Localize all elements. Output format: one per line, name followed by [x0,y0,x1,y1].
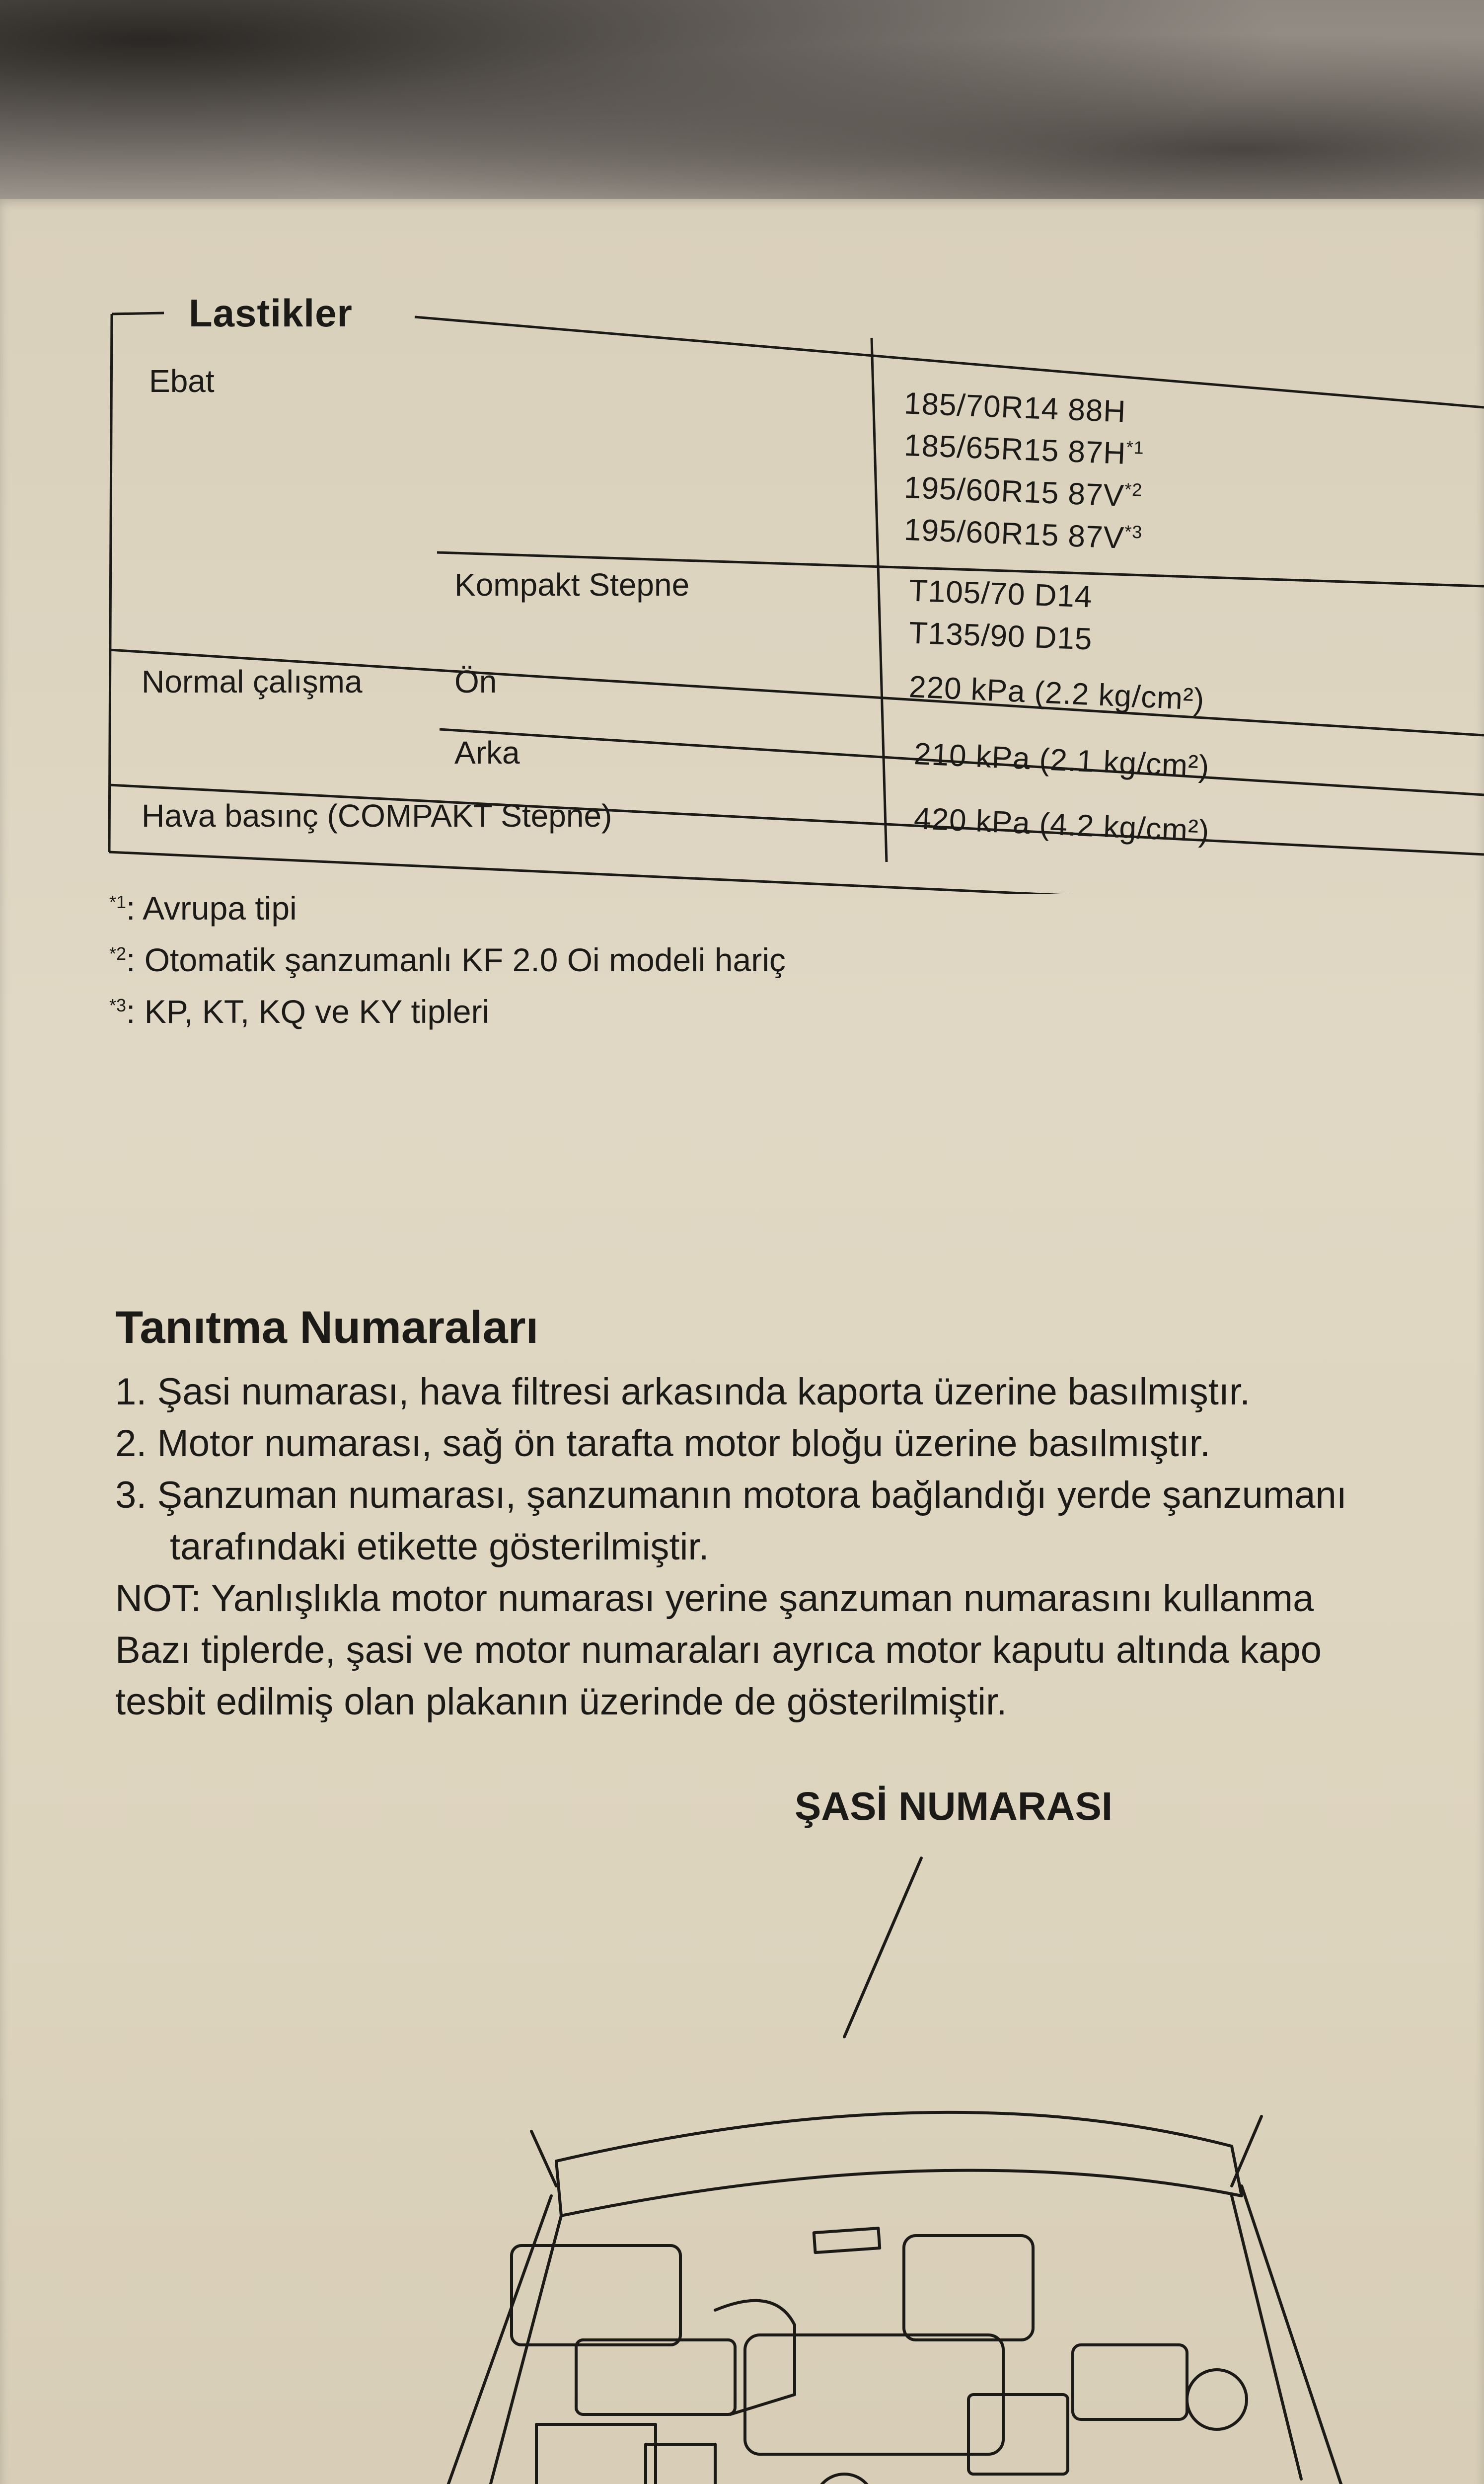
compact-pressure-label: Hava basınç (COMPAKT Stepne) [142,798,612,834]
identification-item-3: 3. Şanzuman numarası, şanzumanın motora bağlandığı yerde şanzumanı [115,1474,1347,1516]
footnotes [109,879,786,1034]
footnote-1: $^{*1}$: Avrupa tipi [109,890,297,927]
chassis-number-label: ŞASİ NUMARASI [795,1784,1113,1828]
note-line-2: Bazı tiplerde, şasi ve motor numaraları ayrıca motor kaputu altında kapo [115,1629,1322,1671]
identification-item-2: 2. Motor numarası, sağ ön tarafta motor bloğu üzerine basılmıştır. [115,1422,1211,1465]
front-pressure: 220 kPa (2.2 kg/cm²) [908,670,1205,717]
compact-spare-size-2: T135/90 D15 [908,616,1093,657]
engine-bay-illustration [0,1838,1484,2484]
compact-spare-label: Kompakt Stepne [454,567,690,603]
tyre-size-3: 195/60R15 $87V^{*2}$ [903,470,1143,513]
tyre-size-2: 185/65R15 $87H^{*1}$ [903,428,1145,471]
front-label: Ön [454,664,497,699]
compact-spare-size-1: T105/70 D14 [908,573,1093,615]
rear-pressure: 210 kPa (2.1 kg/cm²) [913,737,1210,784]
identification-list [115,1366,1484,1728]
tyre-size-1: 185/70R14 88H [903,386,1127,429]
manual-page [0,199,1484,2484]
note-line-1: NOT: Yanlışlıkla motor numarası yerine şanzuman numarasını kullanma [115,1577,1314,1620]
identification-title: Tanıtma Numaraları [115,1302,539,1353]
size-label: Ebat [149,363,215,399]
identification-item-1: 1. Şasi numarası, hava filtresi arkasında kaporta üzerine basılmıştır. [115,1371,1251,1413]
rear-label: Arka [454,735,520,771]
footnote-2: $^{*2}$: Otomatik şanzumanlı KF 2.0 Oi modeli hariç [109,941,786,978]
note-line-3: tesbit edilmiş olan plakanın üzerinde de gösterilmiştir. [115,1681,1007,1723]
normal-operation-label: Normal çalışma [142,664,363,699]
footnote-3: $^{*3}$: KP, KT, KQ ve KY tipleri [109,993,490,1030]
identification-item-3-continuation: tarafındaki etikette gösterilmiştir. [170,1526,709,1568]
tyres-section-title: Lastikler [189,291,353,335]
tyre-size-4: 195/60R15 $87V^{*3}$ [903,512,1143,555]
compact-pressure: 420 kPa (4.2 kg/cm²) [913,801,1210,849]
